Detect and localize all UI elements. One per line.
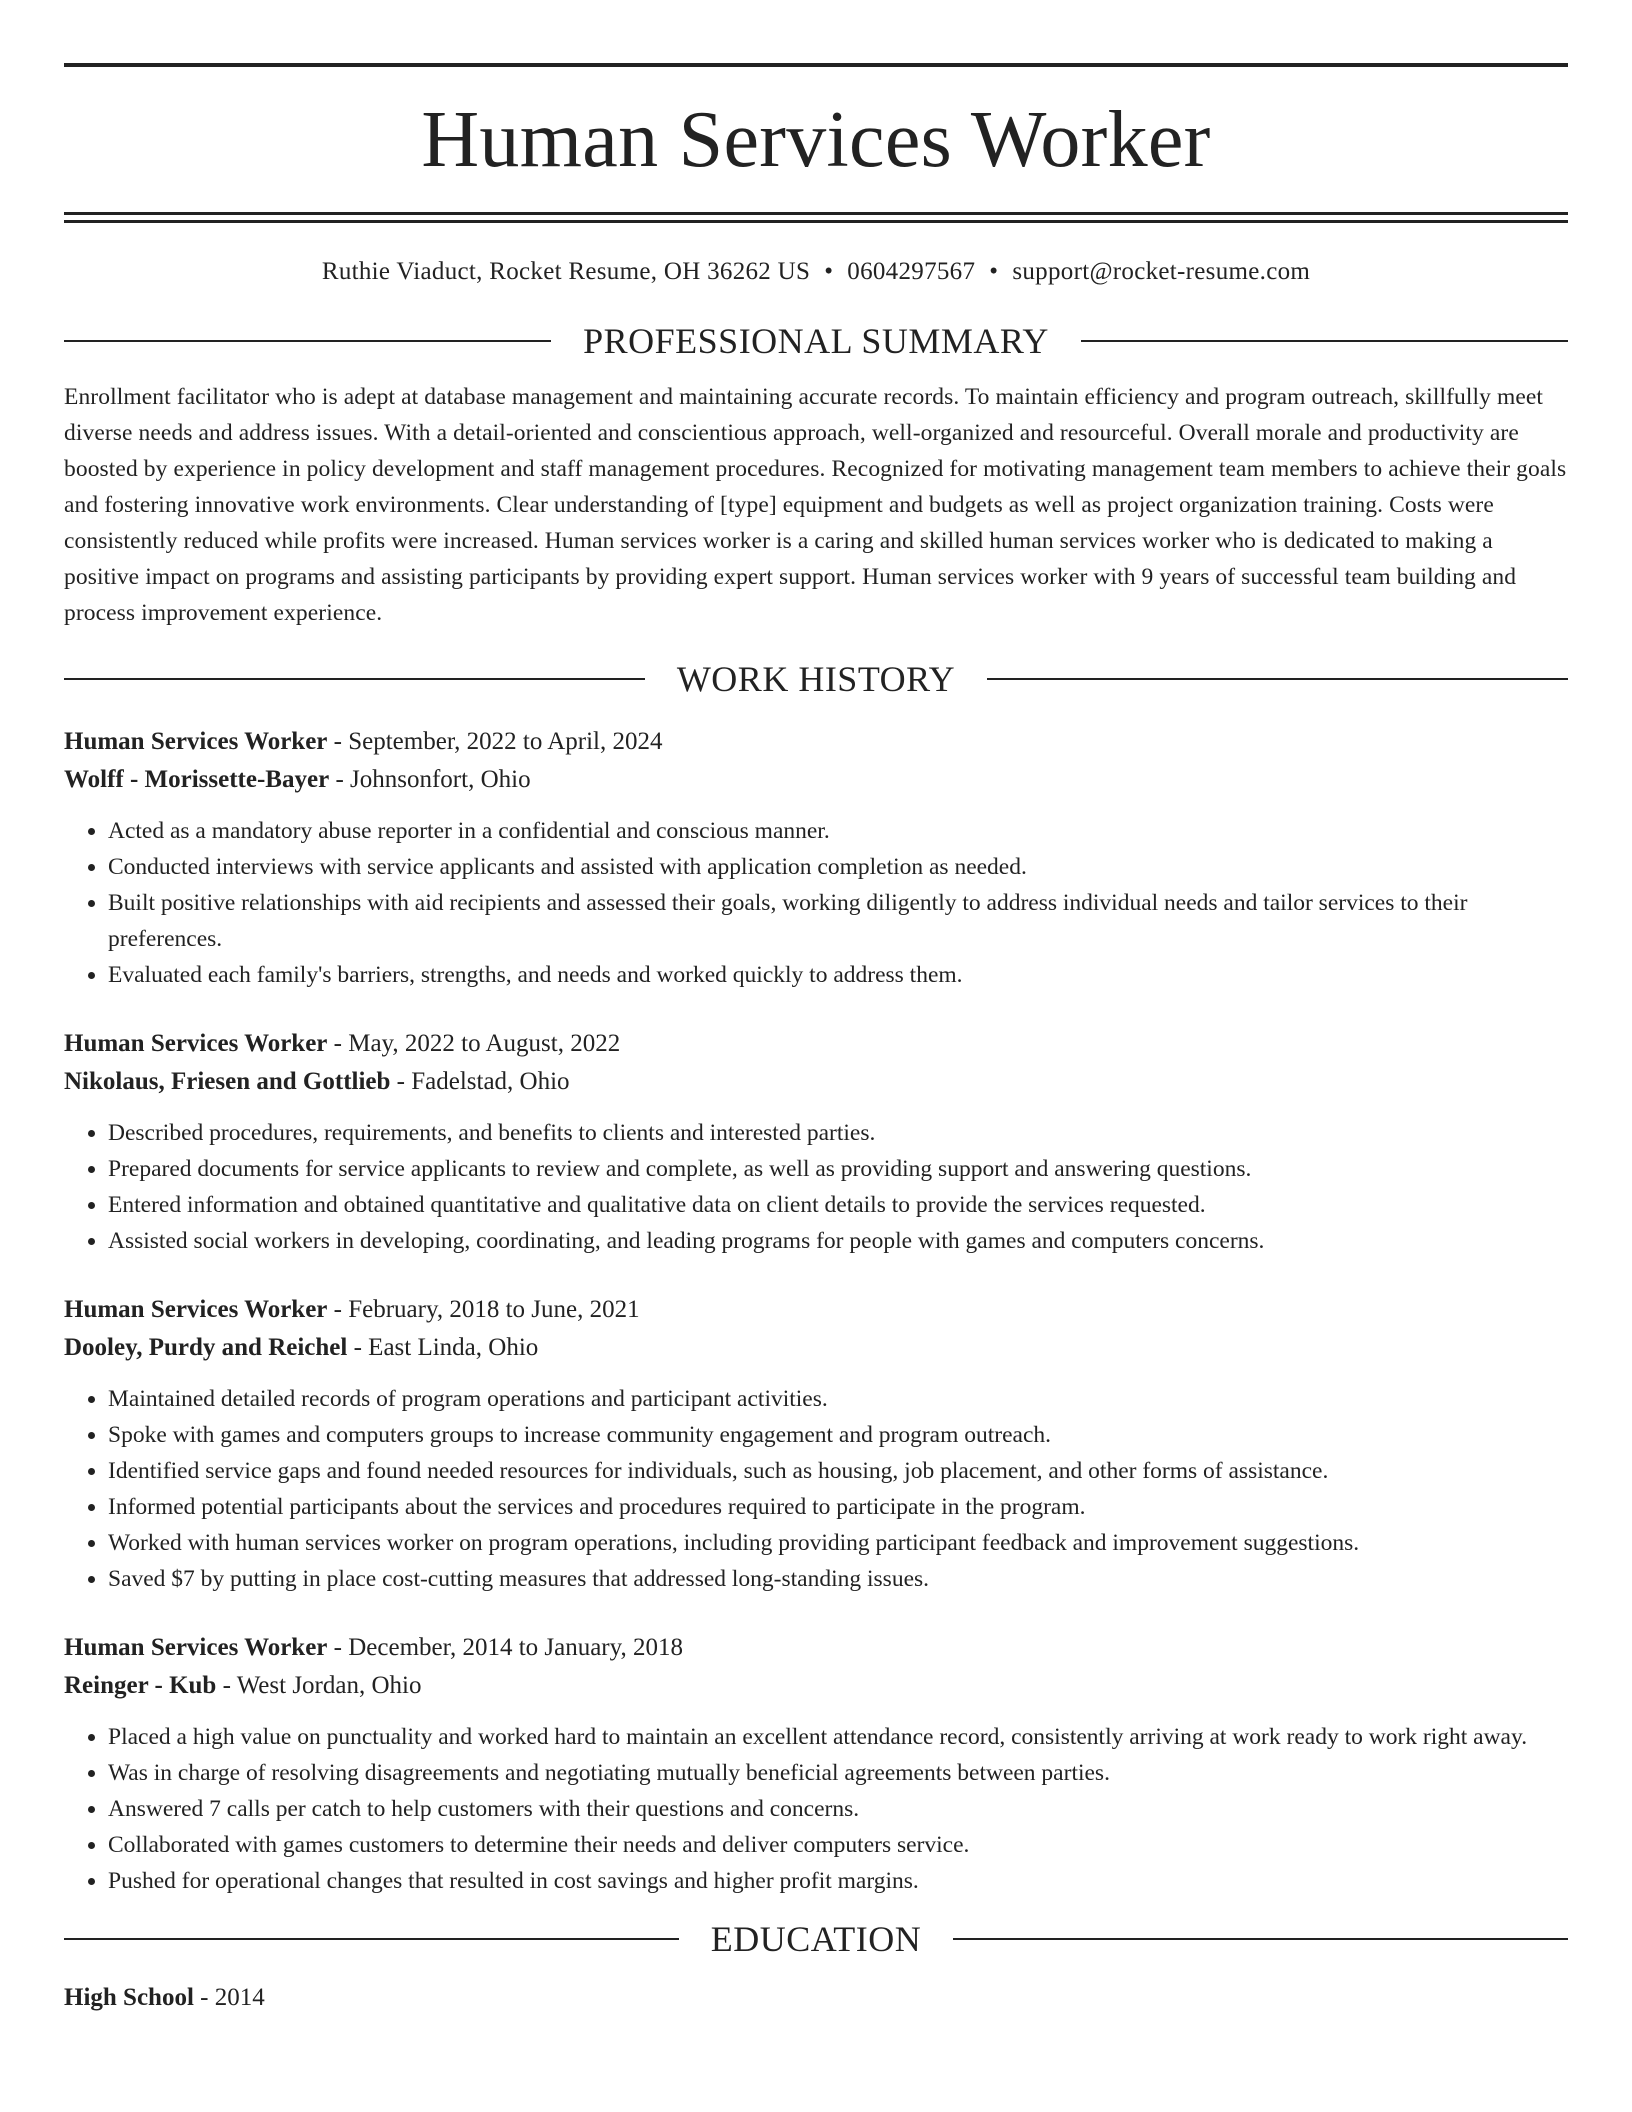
job-location: - Fadelstad, Ohio — [390, 1068, 570, 1095]
job-company: Reinger - Kub — [64, 1672, 217, 1699]
job-company: Wolff - Morissette-Bayer — [64, 766, 330, 793]
education-heading — [64, 1921, 1568, 1957]
summary-heading — [64, 323, 1568, 359]
job-bullet: • Answered 7 calls per catch to help customers with their questions and concerns. — [108, 1791, 1568, 1827]
summary-text: Enrollment facilitator who is adept at database management and maintaining accurate records. To maintain efficiency and program outreach, skillfully meet diverse needs and address issues. With a detail-oriented and conscientious approach, well-organized and resourceful. Overall morale and productivity are boosted by experience in policy development and staff management procedures. Recognized for motivating management team members to achieve their goals and fostering innovative work environments. Clear understanding of [type] equipment and budgets as well as project organization training. Costs were consistently reduced while profits were increased. Human services worker is a caring and skilled human services worker who is dedicated to making a positive impact on programs and assisting participants by providing expert support. Human services worker with 9 years of successful team building and process improvement experience. — [64, 384, 1567, 626]
contact-info — [64, 257, 1568, 287]
job-entry — [64, 1629, 1568, 1899]
job-title: Human Services Worker — [64, 728, 328, 755]
contact-phone: 0604297567 — [847, 258, 976, 285]
job-title-line — [64, 1629, 1568, 1667]
job-title-line — [64, 1291, 1568, 1329]
job-title: Human Services Worker — [64, 1030, 328, 1057]
job-location: - Johnsonfort, Ohio — [329, 766, 531, 793]
job-bullet: • Assisted social workers in developing, coordinating, and leading programs for people with games and computers concerns. — [108, 1223, 1568, 1259]
job-dates: - February, 2018 to June, 2021 — [327, 1296, 640, 1323]
job-entry — [64, 723, 1568, 993]
job-dates: - May, 2022 to August, 2022 — [327, 1030, 621, 1057]
section-title: WORK HISTORY — [676, 659, 956, 699]
job-bullet: • Built positive relationships with aid recipients and assessed their goals, working diligently to address individual needs and tailor services to their preferences. — [108, 885, 1568, 957]
job-list — [64, 723, 1568, 1899]
title-double-divider — [64, 212, 1568, 223]
job-bullets — [64, 813, 1568, 993]
job-bullet: • Described procedures, requirements, and benefits to clients and interested parties. — [108, 1115, 1568, 1151]
job-company-line — [64, 761, 1568, 799]
job-bullet: • Worked with human services worker on program operations, including providing participant feedback and improvement suggestions. — [108, 1525, 1568, 1561]
education-year: - 2014 — [193, 1984, 265, 2011]
contact-address: Ruthie Viaduct, Rocket Resume, OH 36262 US — [321, 258, 811, 285]
job-title-line — [64, 1025, 1568, 1063]
job-dates: - September, 2022 to April, 2024 — [327, 728, 663, 755]
job-bullets — [64, 1719, 1568, 1899]
job-bullets — [64, 1115, 1568, 1259]
heading-rule-left — [64, 678, 645, 680]
education-entry — [64, 1979, 1568, 2017]
job-title: Human Services Worker — [64, 1296, 328, 1323]
job-bullet: • Placed a high value on punctuality and worked hard to maintain an excellent attendance record, consistently arriving at work ready to work right away. — [108, 1719, 1568, 1755]
heading-rule-left — [64, 340, 551, 342]
job-bullet: • Evaluated each family's barriers, strengths, and needs and worked quickly to address them. — [108, 957, 1568, 993]
job-bullet: • Informed potential participants about the services and procedures required to participate in the program. — [108, 1489, 1568, 1525]
job-dates: - December, 2014 to January, 2018 — [327, 1634, 684, 1661]
job-title-line — [64, 723, 1568, 761]
section-title: EDUCATION — [710, 1919, 922, 1959]
job-company-line — [64, 1329, 1568, 1367]
heading-rule-right — [987, 678, 1568, 680]
job-bullet: • Identified service gaps and found needed resources for individuals, such as housing, job placement, and other forms of assistance. — [108, 1453, 1568, 1489]
job-company: Dooley, Purdy and Reichel — [64, 1334, 348, 1361]
resume-title: Human Services Worker — [421, 96, 1211, 184]
job-bullet: • Conducted interviews with service applicants and assisted with application completion as needed. — [108, 849, 1568, 885]
contact-separator: • — [824, 258, 834, 285]
job-location: - East Linda, Ohio — [347, 1334, 539, 1361]
top-divider — [64, 63, 1568, 67]
education-degree: High School — [64, 1984, 194, 2011]
job-bullets — [64, 1381, 1568, 1597]
job-company-line — [64, 1063, 1568, 1101]
job-bullet: • Was in charge of resolving disagreements and negotiating mutually beneficial agreements between parties. — [108, 1755, 1568, 1791]
job-title: Human Services Worker — [64, 1634, 328, 1661]
heading-rule-right — [953, 1938, 1568, 1940]
contact-email: support@rocket-resume.com — [1012, 258, 1311, 285]
job-company-line — [64, 1667, 1568, 1705]
job-bullet: • Acted as a mandatory abuse reporter in a confidential and conscious manner. — [108, 813, 1568, 849]
contact-separator: • — [989, 258, 999, 285]
job-bullet: • Saved $7 by putting in place cost-cutting measures that addressed long-standing issues. — [108, 1561, 1568, 1597]
section-title: PROFESSIONAL SUMMARY — [583, 321, 1049, 361]
job-bullet: • Collaborated with games customers to determine their needs and deliver computers service. — [108, 1827, 1568, 1863]
job-bullet: • Spoke with games and computers groups to increase community engagement and program outreach. — [108, 1417, 1568, 1453]
job-bullet: • Entered information and obtained quantitative and qualitative data on client details to provide the services requested. — [108, 1187, 1568, 1223]
job-bullet: • Prepared documents for service applicants to review and complete, as well as providing support and answering questions. — [108, 1151, 1568, 1187]
job-company: Nikolaus, Friesen and Gottlieb — [64, 1068, 391, 1095]
job-bullet: • Maintained detailed records of program operations and participant activities. — [108, 1381, 1568, 1417]
job-entry — [64, 1291, 1568, 1597]
work-history-heading — [64, 661, 1568, 697]
heading-rule-left — [64, 1938, 679, 1940]
heading-rule-right — [1081, 340, 1568, 342]
job-bullet: • Pushed for operational changes that resulted in cost savings and higher profit margins. — [108, 1863, 1568, 1899]
job-entry — [64, 1025, 1568, 1259]
job-location: - West Jordan, Ohio — [216, 1672, 422, 1699]
